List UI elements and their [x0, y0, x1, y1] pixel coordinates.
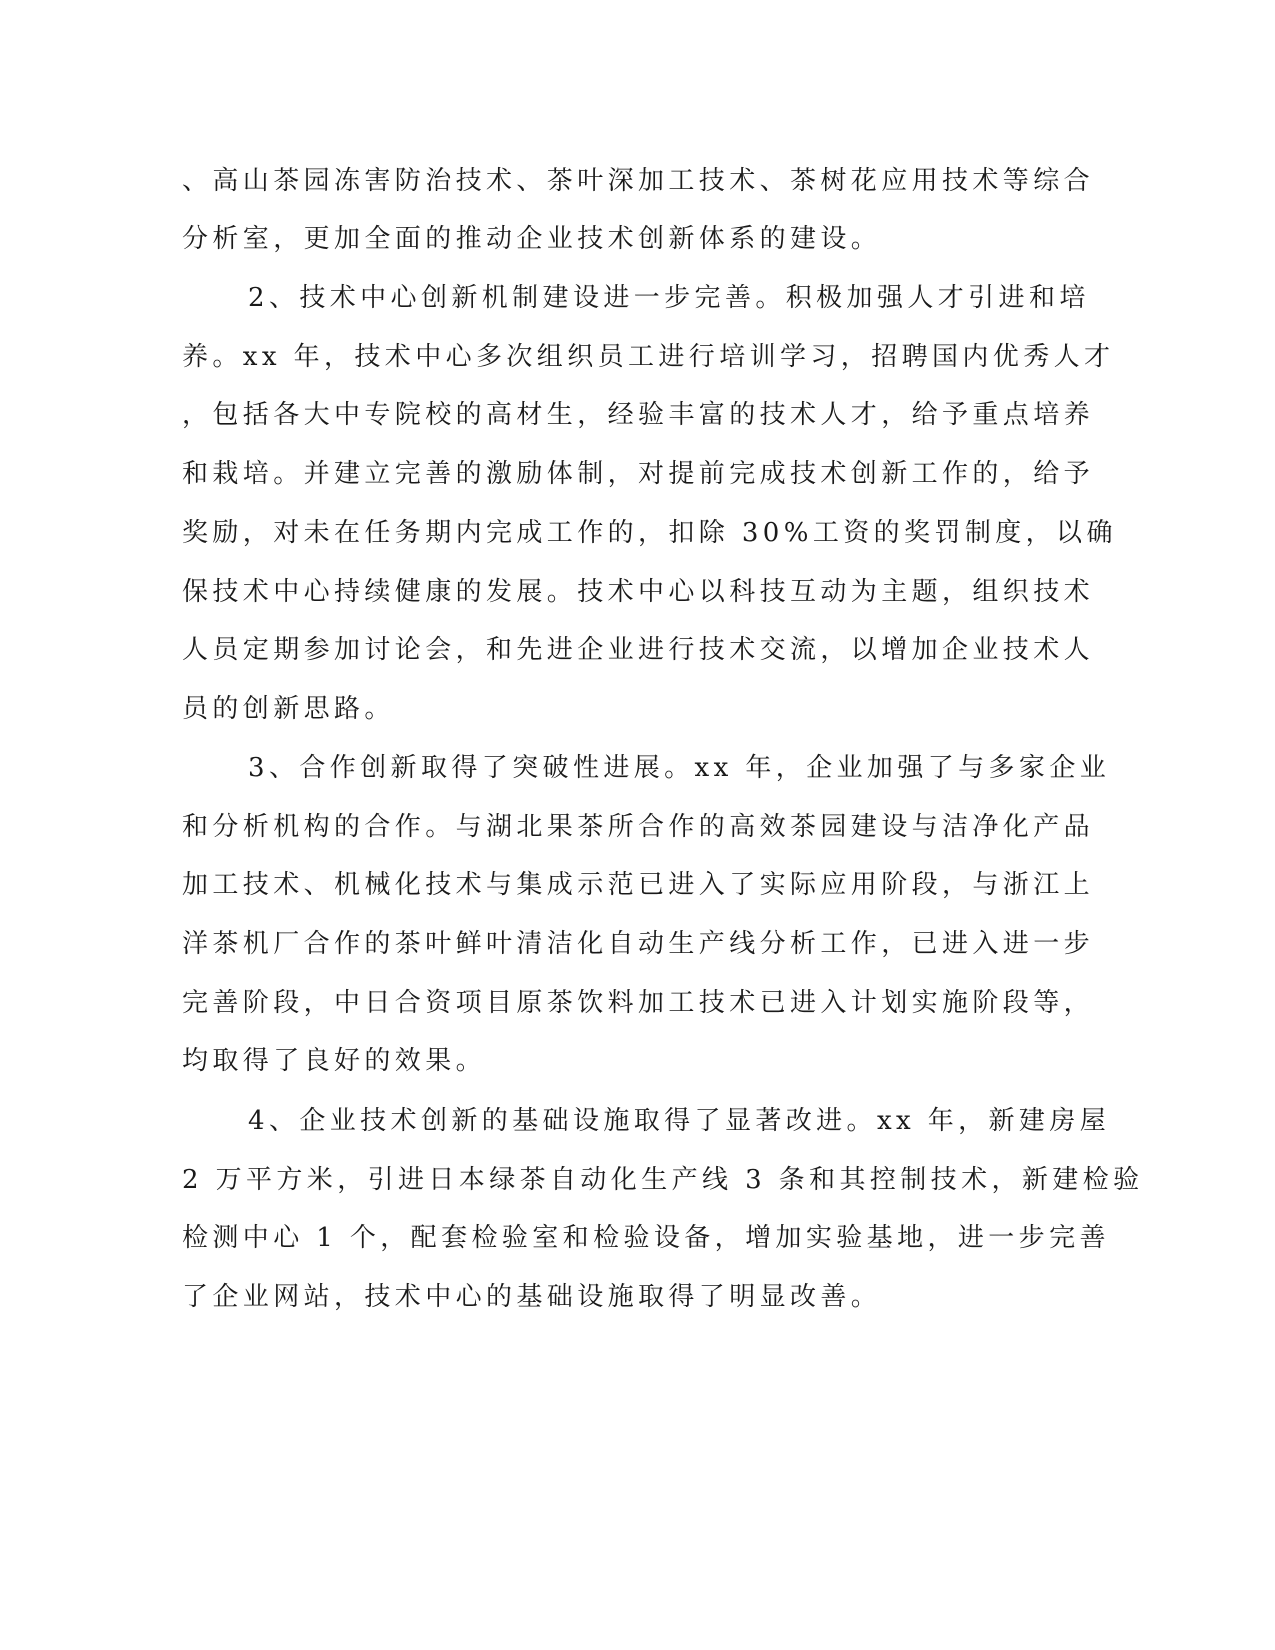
text-line: 和栽培。并建立完善的激励体制，对提前完成技术创新工作的，给予 [182, 459, 1095, 489]
text-line: 奖励，对未在任务期内完成工作的，扣除 30%工资的奖罚制度，以确 [182, 518, 1117, 548]
paragraph-4-first-line: 4、企业技术创新的基础设施取得了显著改进。xx 年，新建房屋 [248, 1106, 1111, 1136]
text-line: 完善阶段，中日合资项目原茶饮料加工技术已进入计划实施阶段等， [182, 988, 1095, 1018]
text-line: 人员定期参加讨论会，和先进企业进行技术交流，以增加企业技术人 [182, 635, 1095, 665]
text-line: 洋茶机厂合作的茶叶鲜叶清洁化自动生产线分析工作，已进入进一步 [182, 929, 1095, 959]
text-line: 2 万平方米，引进日本绿茶自动化生产线 3 条和其控制技术，新建检验 [182, 1165, 1144, 1195]
text-line: 均取得了良好的效果。 [182, 1046, 487, 1076]
text-line: 养。xx 年，技术中心多次组织员工进行培训学习，招聘国内优秀人才 [182, 342, 1115, 372]
text-line: 、高山茶园冻害防治技术、茶叶深加工技术、茶树花应用技术等综合 [182, 166, 1095, 196]
text-line: 加工技术、机械化技术与集成示范已进入了实际应用阶段，与浙江上 [182, 870, 1095, 900]
text-line: 检测中心 1 个，配套检验室和检验设备，增加实验基地，进一步完善 [182, 1223, 1110, 1253]
text-line: 分析室，更加全面的推动企业技术创新体系的建设。 [182, 224, 882, 254]
text-line: 员的创新思路。 [182, 694, 395, 724]
text-line: ，包括各大中专院校的高材生，经验丰富的技术人才，给予重点培养 [182, 400, 1095, 430]
paragraph-2-first-line: 2、技术中心创新机制建设进一步完善。积极加强人才引进和培 [248, 283, 1090, 313]
text-line: 和分析机构的合作。与湖北果茶所合作的高效茶园建设与洁净化产品 [182, 812, 1095, 842]
paragraph-3-first-line: 3、合作创新取得了突破性进展。xx 年，企业加强了与多家企业 [248, 753, 1111, 783]
text-line: 了企业网站，技术中心的基础设施取得了明显改善。 [182, 1282, 882, 1312]
text-line: 保技术中心持续健康的发展。技术中心以科技互动为主题，组织技术 [182, 577, 1095, 607]
